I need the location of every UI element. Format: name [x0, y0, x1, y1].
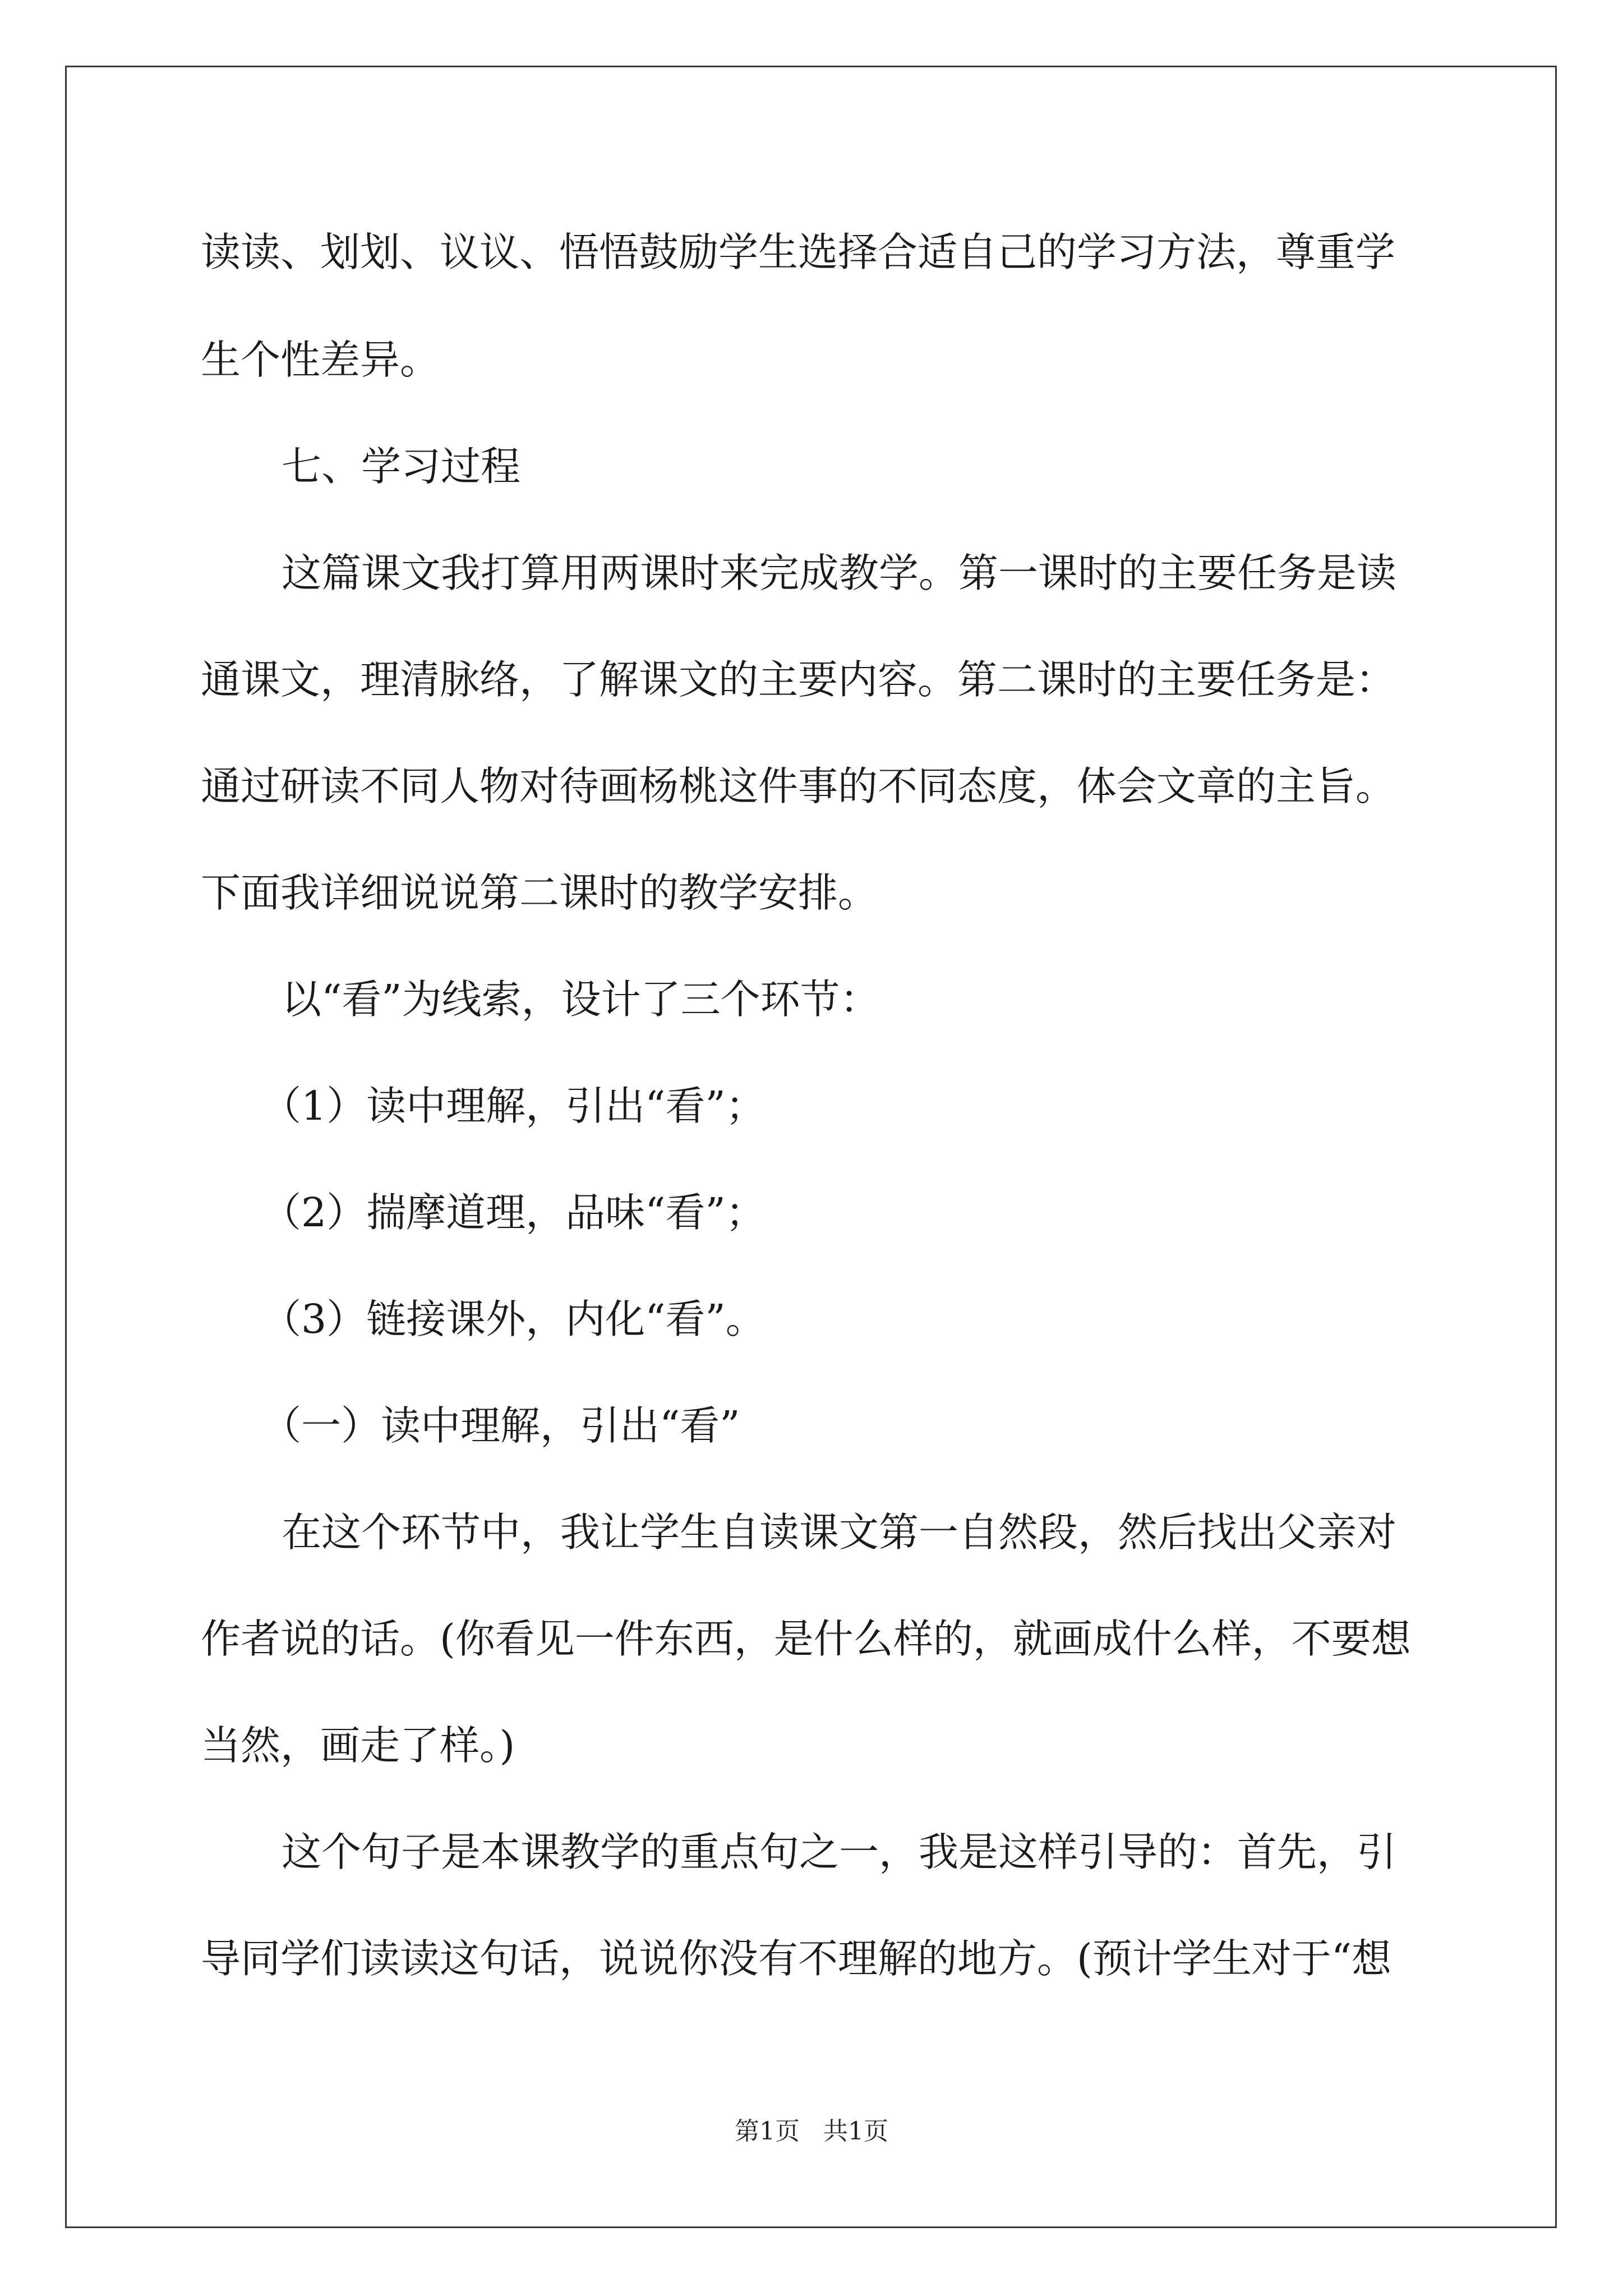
text-line: 读读、划划、议议、悟悟鼓励学生选择合适自己的学习方法，尊重学 [201, 229, 1396, 275]
page-total: 共1页 [823, 2117, 888, 2146]
text-line: 下面我详细说说第二课时的教学安排。 [201, 869, 878, 916]
text-line: 通课文，理清脉络，了解课文的主要内容。第二课时的主要任务是： [201, 656, 1396, 703]
text-line: 导同学们读读这句话，说说你没有不理解的地方。(预计学生对于“想 [201, 1935, 1391, 1982]
page-footer [0, 2115, 1623, 2148]
text-line: 以“看”为线索，设计了三个环节： [282, 976, 880, 1023]
section-heading: 七、学习过程 [282, 443, 521, 490]
list-item: （1）读中理解，引出“看”； [261, 1083, 766, 1129]
text-line: 在这个环节中，我让学生自读课文第一自然段，然后找出父亲对 [282, 1509, 1397, 1556]
text-line: 生个性差异。 [201, 337, 440, 383]
text-line: 当然，画走了样。) [201, 1722, 515, 1769]
list-item: （3）链接课外，内化“看”。 [261, 1296, 766, 1342]
page-border [65, 66, 1557, 2228]
subsection-heading: （一）读中理解，引出“看” [261, 1402, 740, 1449]
text-line: 这个句子是本课教学的重点句之一，我是这样引导的：首先，引 [282, 1829, 1397, 1875]
text-line: 通过研读不同人物对待画杨桃这件事的不同态度，体会文章的主旨。 [201, 763, 1396, 809]
page-number: 第1页 [735, 2117, 800, 2146]
text-line: 作者说的话。(你看见一件东西，是什么样的，就画成什么样，不要想 [201, 1616, 1411, 1662]
list-item: （2）揣摩道理，品味“看”； [261, 1189, 766, 1236]
text-line: 这篇课文我打算用两课时来完成教学。第一课时的主要任务是读 [282, 550, 1397, 596]
